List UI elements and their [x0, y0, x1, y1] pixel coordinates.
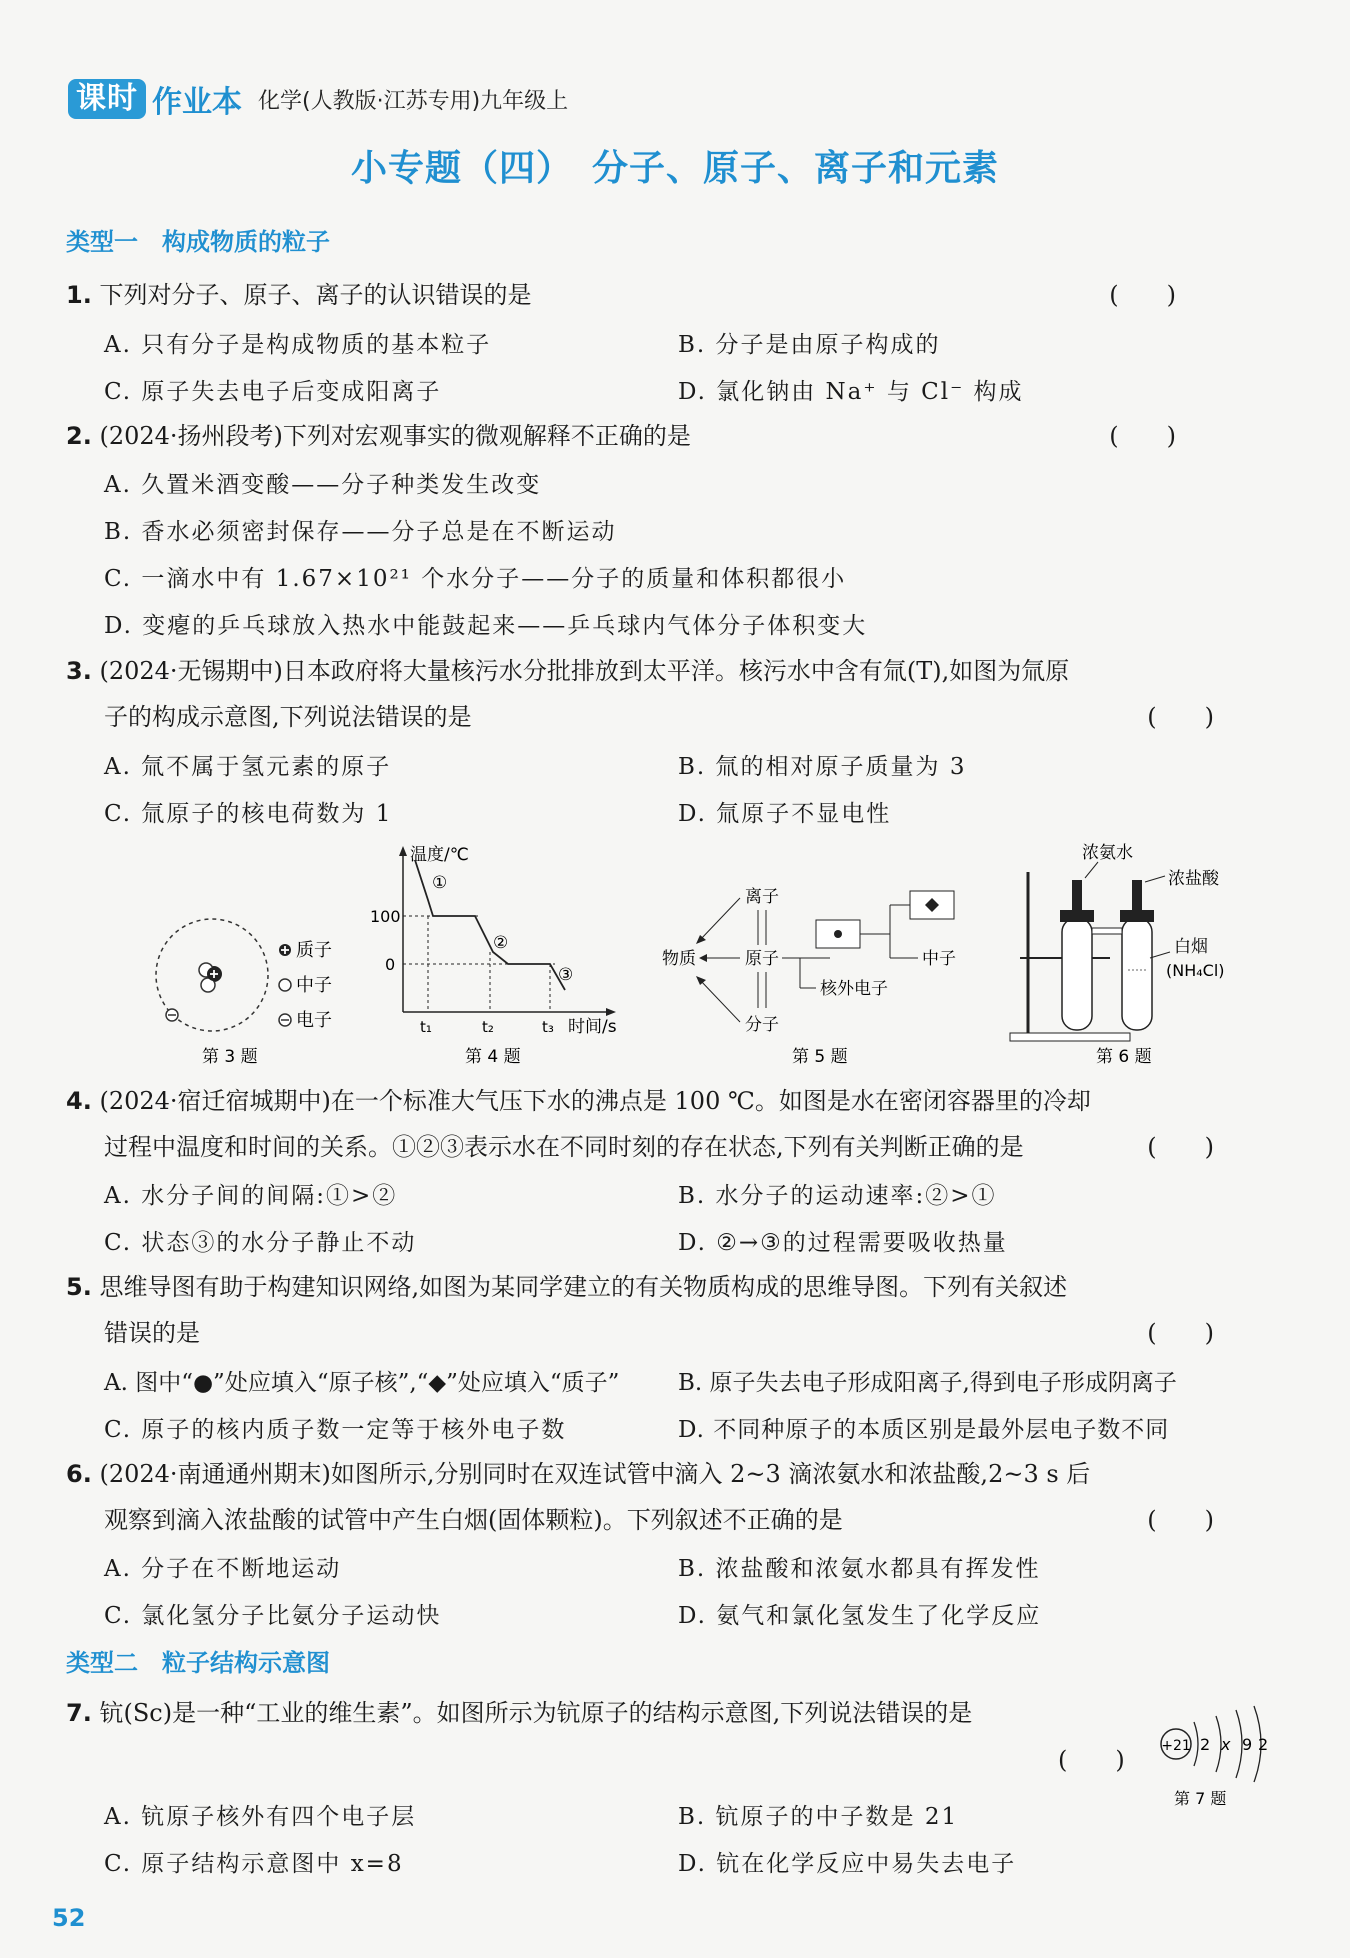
- fig3-caption: 第 3 题: [202, 1047, 258, 1067]
- fig4-cooling-chart: [370, 845, 617, 1067]
- q3-option-a: A. 氚不属于氢元素的原子: [104, 754, 392, 780]
- q2-option-d: D. 变瘪的乒乓球放入热水中能鼓起来——乒乓球内气体分子体积变大: [104, 613, 868, 639]
- q1-option-b: B. 分子是由原子构成的: [678, 332, 941, 358]
- fig7-shell-4: 2: [1258, 1735, 1269, 1754]
- fig4-t2: t₂: [482, 1018, 494, 1036]
- question-4: [66, 1084, 1266, 1118]
- fig7-caption: 第 7 题: [1174, 1789, 1227, 1808]
- answer-blank[interactable]: ( ): [1147, 703, 1214, 731]
- q2-option-a: A. 久置米酒变酸——分子种类发生改变: [104, 472, 542, 498]
- page-title: 小专题（四） 分子、原子、离子和元素: [350, 148, 999, 189]
- fig5-ion: 离子: [745, 887, 779, 907]
- fig5-molecule: 分子: [745, 1015, 779, 1035]
- fig5-matter: 物质: [662, 949, 696, 969]
- question-number: 4.: [66, 1087, 92, 1115]
- answer-blank[interactable]: ( ): [1147, 1319, 1214, 1347]
- book-badge: 课时: [68, 79, 146, 119]
- q7-option-b: B. 钪原子的中子数是 21: [678, 1804, 959, 1830]
- question-stem-line1: 思维导图有助于构建知识网络,如图为某同学建立的有关物质构成的思维导图。下列有关叙述: [99, 1273, 1068, 1301]
- fig6-caption: 第 6 题: [1096, 1047, 1152, 1067]
- q6-option-d: D. 氨气和氯化氢发生了化学反应: [678, 1603, 1042, 1629]
- question-number: 1.: [66, 281, 92, 309]
- question-stem-line1: (2024·南通通州期末)如图所示,分别同时在双连试管中滴入 2~3 滴浓氨水和浓盐酸,2~3 s 后: [99, 1460, 1091, 1488]
- section-heading-1: 类型一 构成物质的粒子: [66, 228, 330, 256]
- fig5-electron: 核外电子: [820, 979, 888, 999]
- question-3-line2: [104, 700, 1266, 734]
- fig4-y100: 100: [370, 907, 401, 926]
- answer-blank[interactable]: ( ): [1058, 1746, 1125, 1774]
- question-stem-line1: (2024·无锡期中)日本政府将大量核污水分批排放到太平洋。核污水中含有氚(T),如图为氚原: [99, 657, 1070, 685]
- question-stem: 下列对分子、原子、离子的认识错误的是: [99, 281, 532, 309]
- q5-option-a: A. 图中“●”处应填入“原子核”,“◆”处应填入“质子”: [104, 1370, 620, 1396]
- q1-option-a: A. 只有分子是构成物质的基本粒子: [104, 332, 492, 358]
- fig5-atom: 原子: [745, 949, 779, 969]
- question-stem-line2: 子的构成示意图,下列说法错误的是: [104, 703, 472, 731]
- q2-option-b: B. 香水必须密封保存——分子总是在不断运动: [104, 519, 617, 545]
- fig6-nh4cl: (NH₄Cl): [1166, 961, 1225, 980]
- answer-blank[interactable]: ( ): [1147, 1506, 1214, 1534]
- fig7-shell-2: x: [1221, 1735, 1231, 1754]
- question-6-line2: [104, 1503, 1266, 1537]
- q6-option-c: C. 氯化氢分子比氨分子运动快: [104, 1603, 442, 1629]
- fig5-mind-map: [662, 887, 956, 1067]
- question-5: [66, 1270, 1266, 1304]
- fig4-xlabel: 时间/s: [568, 1017, 617, 1037]
- fig7-shell-3: 9: [1242, 1735, 1253, 1754]
- fig6-hcl: 浓盐酸: [1168, 869, 1219, 889]
- q7-option-a: A. 钪原子核外有四个电子层: [104, 1804, 417, 1830]
- question-number: 7.: [66, 1699, 92, 1727]
- question-stem-line2: 观察到滴入浓盐酸的试管中产生白烟(固体颗粒)。下列叙述不正确的是: [104, 1506, 843, 1534]
- q3-option-b: B. 氚的相对原子质量为 3: [678, 754, 967, 780]
- q4-option-d: D. ②→③的过程需要吸收热量: [678, 1230, 1008, 1256]
- q4-option-b: B. 水分子的运动速率:②>①: [678, 1183, 997, 1209]
- question-7: [66, 1696, 1146, 1730]
- fig5-neutron: 中子: [922, 949, 956, 969]
- fig6-smoke: 白烟: [1174, 937, 1208, 957]
- fig3-atom-diagram: [156, 919, 332, 1067]
- q6-option-a: A. 分子在不断地运动: [104, 1556, 342, 1582]
- q1-option-c: C. 原子失去电子后变成阳离子: [104, 379, 442, 405]
- question-number: 5.: [66, 1273, 92, 1301]
- question-2: [66, 419, 1266, 453]
- section-heading-2: 类型二 粒子结构示意图: [66, 1649, 330, 1677]
- figures-row: [110, 840, 1310, 1080]
- question-6: [66, 1457, 1266, 1491]
- answer-blank[interactable]: ( ): [1109, 422, 1176, 450]
- question-number: 2.: [66, 422, 92, 450]
- fig5-caption: 第 5 题: [792, 1047, 848, 1067]
- fig4-ylabel: 温度/℃: [410, 845, 469, 865]
- subject-label: 化学(人教版·江苏专用)九年级上: [258, 88, 569, 114]
- legend-electron: 电子: [296, 1010, 332, 1031]
- q6-option-b: B. 浓盐酸和浓氨水都具有挥发性: [678, 1556, 1041, 1582]
- q3-option-c: C. 氚原子的核电荷数为 1: [104, 801, 393, 827]
- legend-neutron: 中子: [296, 975, 332, 996]
- fig4-point-3: ③: [558, 965, 574, 985]
- answer-blank[interactable]: ( ): [1147, 1133, 1214, 1161]
- fig6-apparatus: [1010, 843, 1225, 1067]
- q5-option-d: D. 不同种原子的本质区别是最外层电子数不同: [678, 1417, 1170, 1443]
- q5-option-b: B. 原子失去电子形成阳离子,得到电子形成阴离子: [678, 1370, 1177, 1396]
- question-3: [66, 654, 1266, 688]
- q7-option-c: C. 原子结构示意图中 x=8: [104, 1851, 404, 1877]
- book-name: 作业本: [152, 85, 242, 120]
- question-1: [66, 278, 1266, 312]
- q4-option-a: A. 水分子间的间隔:①>②: [104, 1183, 398, 1209]
- fig4-t3: t₃: [542, 1018, 554, 1036]
- question-number: 6.: [66, 1460, 92, 1488]
- fig7-scandium-structure: [1150, 1700, 1270, 1810]
- q2-option-c: C. 一滴水中有 1.67×10²¹ 个水分子——分子的质量和体积都很小: [104, 566, 847, 592]
- fig6-ammonia: 浓氨水: [1082, 843, 1133, 863]
- fig4-point-1: ①: [432, 873, 448, 893]
- q3-option-d: D. 氚原子不显电性: [678, 801, 892, 827]
- answer-blank[interactable]: ( ): [1109, 281, 1176, 309]
- q1-option-d: D. 氯化钠由 Na⁺ 与 Cl⁻ 构成: [678, 379, 1024, 405]
- question-4-line2: [104, 1130, 1266, 1164]
- question-5-line2: [104, 1316, 1266, 1350]
- fig4-y0: 0: [385, 955, 396, 974]
- question-stem-line1: (2024·宿迁宿城期中)在一个标准大气压下水的沸点是 100 ℃。如图是水在密闭容器里的冷却: [99, 1087, 1091, 1115]
- fig4-point-2: ②: [493, 933, 509, 953]
- page-number: 52: [52, 1904, 86, 1932]
- q5-option-c: C. 原子的核内质子数一定等于核外电子数: [104, 1417, 567, 1443]
- fig4-t1: t₁: [420, 1018, 432, 1036]
- fig7-nucleus: +21: [1161, 1738, 1191, 1754]
- question-stem-line2: 错误的是: [104, 1319, 200, 1347]
- question-stem: (2024·扬州段考)下列对宏观事实的微观解释不正确的是: [99, 422, 691, 450]
- fig4-caption: 第 4 题: [465, 1047, 521, 1067]
- q7-option-d: D. 钪在化学反应中易失去电子: [678, 1851, 1017, 1877]
- question-stem-line2: 过程中温度和时间的关系。①②③表示水在不同时刻的存在状态,下列有关判断正确的是: [104, 1133, 1024, 1161]
- q4-option-c: C. 状态③的水分子静止不动: [104, 1230, 417, 1256]
- book-header: [68, 78, 568, 120]
- legend-proton: 质子: [296, 940, 332, 961]
- question-number: 3.: [66, 657, 92, 685]
- question-stem: 钪(Sc)是一种“工业的维生素”。如图所示为钪原子的结构示意图,下列说法错误的是: [99, 1699, 973, 1727]
- fig7-shell-1: 2: [1200, 1735, 1211, 1754]
